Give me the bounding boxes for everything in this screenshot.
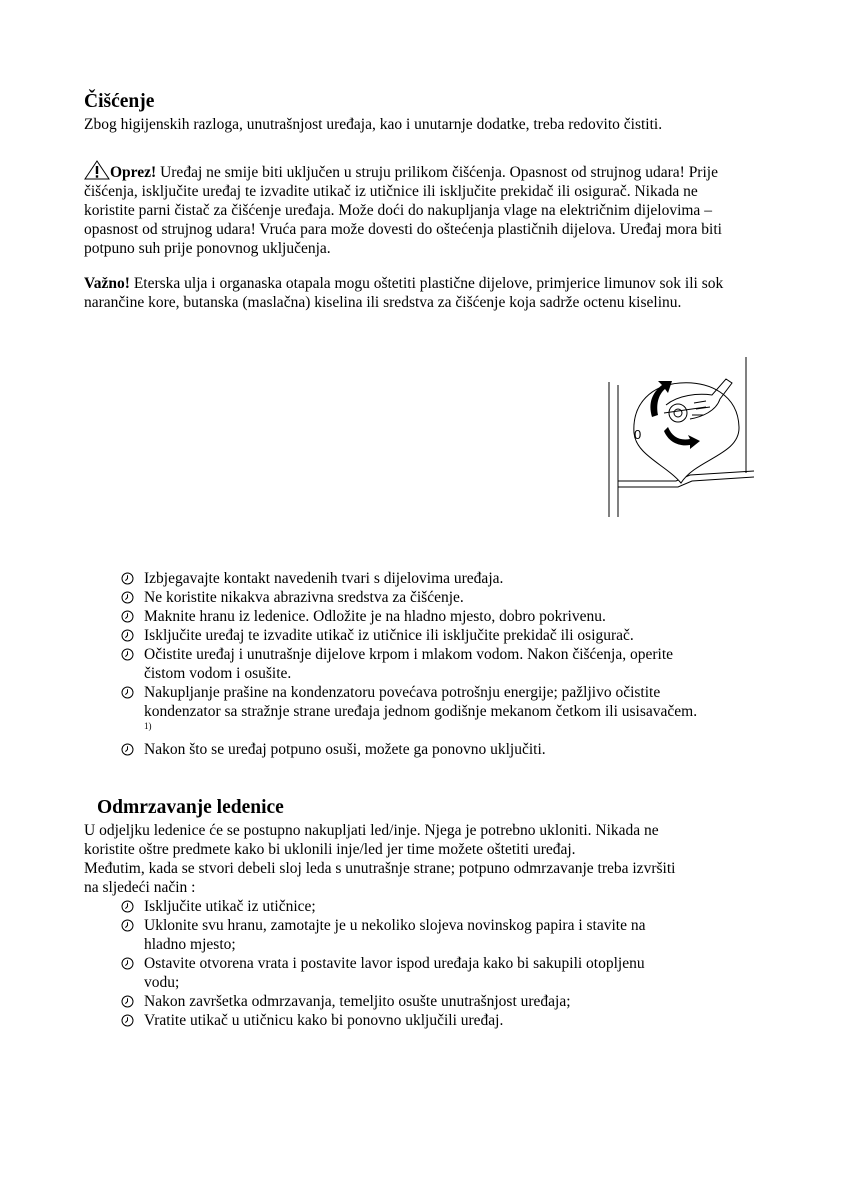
clock-bullet-icon	[121, 628, 134, 641]
list-item: Maknite hranu iz ledenice. Odložite je na hladno mjesto, dobro pokrivenu.	[121, 607, 701, 626]
defrost-title: Odmrzavanje ledenice	[97, 797, 284, 818]
list-item: Očistite uređaj i unutrašnje dijelove krpom i mlakom vodom. Nakon čišćenja, operite čistom vodom i osušite.	[121, 645, 701, 683]
thermostat-figure	[606, 355, 756, 520]
clock-bullet-icon	[121, 994, 134, 1007]
list-item: Isključite utikač iz utičnice;	[121, 897, 681, 916]
cleaning-list	[121, 569, 701, 759]
list-item: Nakon završetka odmrzavanja, temeljito osušte unutrašnjost uređaja;	[121, 992, 681, 1011]
important-label: Važno!	[84, 275, 130, 292]
clock-bullet-icon	[121, 647, 134, 660]
clock-bullet-icon	[121, 956, 134, 969]
warning-triangle-icon	[84, 160, 110, 180]
cleaning-warning	[84, 160, 744, 258]
list-item: Ostavite otvorena vrata i postavite lavor ispod uređaja kako bi sakupili otopljenu vodu;	[121, 954, 681, 992]
list-item: Izbjegavajte kontakt navedenih tvari s dijelovima uređaja.	[121, 569, 701, 588]
list-item: Nakon što se uređaj potpuno osuši, možete ga ponovno uključiti.	[121, 740, 701, 759]
list-item: Vratite utikač u utičnicu kako bi ponovno uključili uređaj.	[121, 1011, 681, 1030]
clock-bullet-icon	[121, 899, 134, 912]
defrost-intro: U odjeljku ledenice će se postupno nakupljati led/inje. Njega je potrebno ukloniti. Nikada ne koristite oštre predmete kako bi uklonili inje/led jer time možete oštetiti uređaj.	[84, 822, 659, 858]
cleaning-important	[84, 274, 744, 312]
cleaning-title: Čišćenje	[84, 91, 155, 112]
clock-bullet-icon	[121, 571, 134, 584]
clock-bullet-icon	[121, 609, 134, 622]
list-item: Uklonite svu hranu, zamotajte je u nekoliko slojeva novinskog papira i stavite na hladno mjesto;	[121, 916, 681, 954]
cleaning-intro: Zbog higijenskih razloga, unutrašnjost uređaja, kao i unutarnje dodatke, treba redovito čistiti.	[84, 116, 663, 133]
clock-bullet-icon	[121, 1013, 134, 1026]
warning-label: Oprez!	[110, 164, 157, 181]
dial-zero-label: 0	[634, 427, 642, 442]
clock-bullet-icon	[121, 742, 134, 755]
defrost-list	[121, 897, 681, 1030]
footnote-mark: 1)	[144, 721, 152, 731]
clock-bullet-icon	[121, 590, 134, 603]
defrost-intro-2: Međutim, kada se stvori debeli sloj leda s unutrašnje strane; potpuno odmrzavanje treba izvršiti na sljedeći način :	[84, 860, 676, 896]
list-item: Nakupljanje prašine na kondenzatoru povećava potrošnju energije; pažljivo očistite kondenzator sa stražnje strane uređaja jednom godišnje mekanom četkom ili usisavačem. $^{1)}$	[121, 683, 701, 740]
warning-text: Uređaj ne smije biti uključen u struju prilikom čišćenja. Opasnost od strujnog udara! Prije čišćenja, isključite uređaj te izvadite utikač iz utičnice ili isključite prekidač ili osigurač. Nikada ne koristite parni čistač za čišćenje uređaja. Može doći do nakupljanja vlage na električnim dijelovima – opasnost od strujnog udara! Vruća para može dovesti do oštećenja plastičnih dijelova. Uređaj mora biti potpuno suh prije ponovnog uključenja.	[84, 164, 722, 257]
list-item: Isključite uređaj te izvadite utikač iz utičnice ili isključite prekidač ili osigurač.	[121, 626, 701, 645]
clock-bullet-icon	[121, 918, 134, 931]
important-text: Eterska ulja i organaska otapala mogu oštetiti plastične dijelove, primjerice limunov sok ili sok narančine kore, butanska (maslačna) kiselina ili sredstva za čišćenje koja sadrže octenu kiselinu.	[84, 275, 724, 311]
clock-bullet-icon	[121, 685, 134, 698]
list-item: Ne koristite nikakva abrazivna sredstva za čišćenje.	[121, 588, 701, 607]
